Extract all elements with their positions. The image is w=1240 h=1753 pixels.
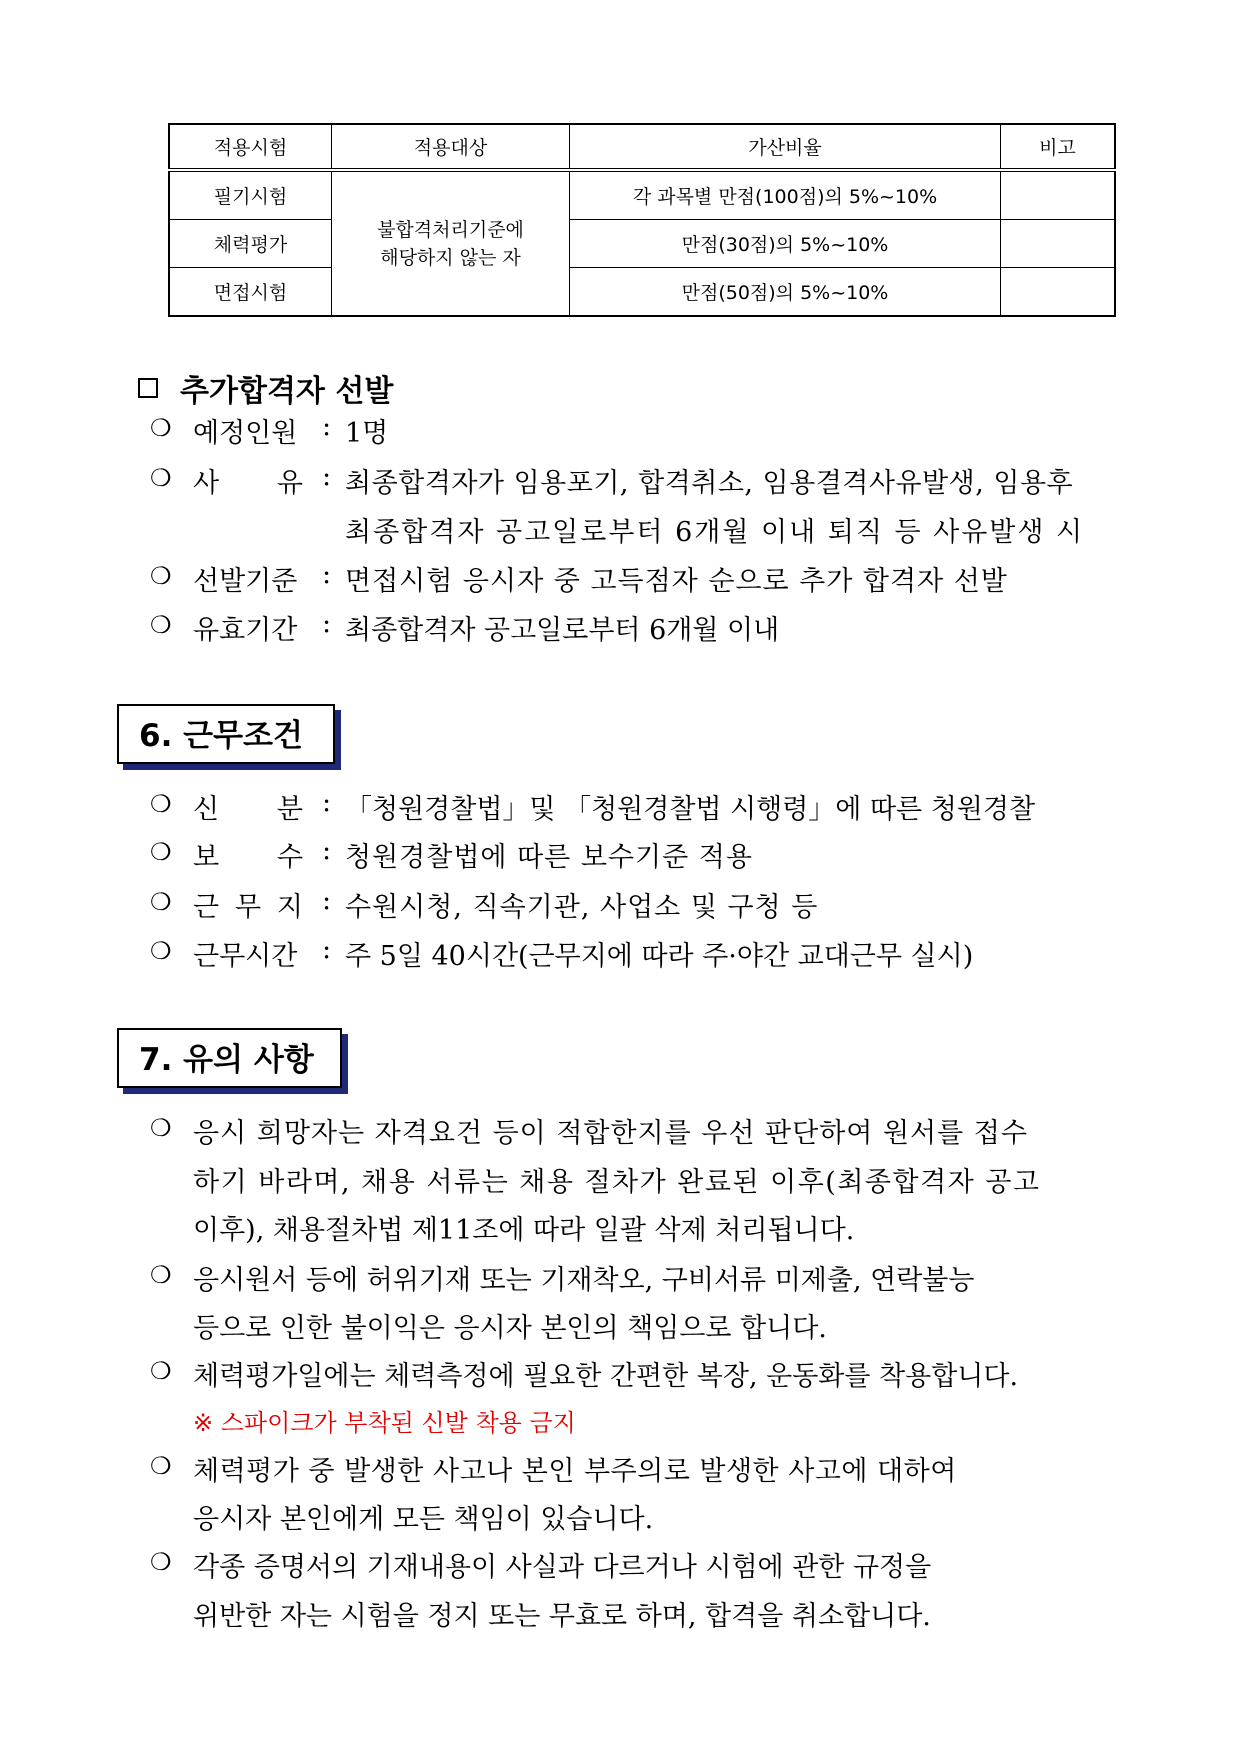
square-icon bbox=[138, 378, 158, 398]
bullet-icon: ❍ bbox=[150, 790, 172, 818]
section-7-heading: 7. 유의 사항 bbox=[117, 1028, 342, 1088]
target-line: 불합격처리기준에 bbox=[377, 218, 524, 241]
warning-note: ※ 스파이크가 부착된 신발 착용 금지 bbox=[193, 1409, 576, 1437]
item-label: 유효기간 bbox=[193, 615, 298, 646]
item-value: 수원시청, 직속기관, 사업소 및 구청 등 bbox=[345, 892, 819, 923]
colon: : bbox=[322, 835, 332, 866]
note-line: 응시자 본인에게 모든 책임이 있습니다. bbox=[193, 1504, 654, 1535]
bullet-icon: ❍ bbox=[150, 888, 172, 916]
table-header: 적용시험 bbox=[169, 124, 332, 170]
bullet-icon: ❍ bbox=[150, 1357, 172, 1385]
colon: : bbox=[322, 411, 332, 442]
note-line: 하기 바라며, 채용 서류는 채용 절차가 완료된 이후(최종합격자 공고 bbox=[193, 1167, 1041, 1198]
table-cell-note bbox=[1001, 220, 1116, 268]
label-char: 사 bbox=[193, 468, 220, 499]
table-cell-ratio: 만점(30점)의 5%~10% bbox=[570, 220, 1001, 268]
bullet-icon: ❍ bbox=[150, 937, 172, 965]
bonus-ratio-table bbox=[168, 123, 1116, 317]
item-label bbox=[193, 787, 303, 826]
bullet-icon: ❍ bbox=[150, 562, 172, 590]
target-line: 해당하지 않는 자 bbox=[380, 246, 521, 269]
colon: : bbox=[322, 608, 332, 639]
item-label: 근무시간 bbox=[193, 941, 298, 972]
item-value: 「청원경찰법」및 「청원경찰법 시행령」에 따른 청원경찰 bbox=[345, 794, 1036, 825]
bullet-icon: ❍ bbox=[150, 1452, 172, 1480]
item-label bbox=[193, 461, 303, 500]
item-label bbox=[193, 835, 303, 874]
table-header: 가산비율 bbox=[570, 124, 1001, 170]
table-row bbox=[169, 170, 1115, 220]
table-cell-exam: 필기시험 bbox=[169, 170, 332, 220]
item-value: 면접시험 응시자 중 고득점자 순으로 추가 합격자 선발 bbox=[345, 566, 1008, 597]
table-header-row bbox=[169, 124, 1115, 170]
label-char: 분 bbox=[276, 794, 303, 825]
note-line: 각종 증명서의 기재내용이 사실과 다르거나 시험에 관한 규정을 bbox=[193, 1552, 932, 1583]
colon: : bbox=[322, 461, 332, 492]
item-value: 최종합격자 공고일로부터 6개월 이내 bbox=[345, 615, 780, 646]
table-header: 비고 bbox=[1001, 124, 1116, 170]
table-cell-exam: 면접시험 bbox=[169, 268, 332, 317]
item-value: 청원경찰법에 따른 보수기준 적용 bbox=[345, 842, 753, 873]
item-value: 1명 bbox=[345, 418, 389, 449]
table-cell-exam: 체력평가 bbox=[169, 220, 332, 268]
item-label bbox=[193, 885, 303, 924]
item-value-continued: 최종합격자 공고일로부터 6개월 이내 퇴직 등 사유발생 시 bbox=[345, 517, 1085, 548]
note-line: 응시 희망자는 자격요건 등이 적합한지를 우선 판단하여 원서를 접수 bbox=[193, 1118, 1028, 1149]
table-cell-target bbox=[332, 170, 570, 316]
colon: : bbox=[322, 787, 332, 818]
table-header: 적용대상 bbox=[332, 124, 570, 170]
note-line: 위반한 자는 시험을 정지 또는 무효로 하며, 합격을 취소합니다. bbox=[193, 1601, 931, 1632]
item-value: 최종합격자가 임용포기, 합격취소, 임용결격사유발생, 임용후 bbox=[345, 468, 1074, 499]
label-char: 유 bbox=[276, 468, 303, 499]
label-char: 수 bbox=[276, 842, 303, 873]
colon: : bbox=[322, 934, 332, 965]
label-char: 근 bbox=[193, 892, 220, 923]
bullet-icon: ❍ bbox=[150, 838, 172, 866]
label-char: 무 bbox=[234, 892, 262, 923]
additional-heading bbox=[138, 366, 393, 410]
item-label: 선발기준 bbox=[193, 566, 298, 597]
table-cell-ratio: 만점(50점)의 5%~10% bbox=[570, 268, 1001, 317]
note-line: 체력평가일에는 체력측정에 필요한 간편한 복장, 운동화를 착용합니다. bbox=[193, 1361, 1019, 1392]
section-6-heading: 6. 근무조건 bbox=[117, 704, 335, 764]
bullet-icon: ❍ bbox=[150, 611, 172, 639]
bullet-icon: ❍ bbox=[150, 464, 172, 492]
bullet-icon: ❍ bbox=[150, 1114, 172, 1142]
table-row bbox=[169, 268, 1115, 317]
item-value: 주 5일 40시간(근무지에 따라 주·야간 교대근무 실시) bbox=[345, 941, 974, 972]
colon: : bbox=[322, 885, 332, 916]
additional-heading-text: 추가합격자 선발 bbox=[180, 374, 394, 409]
colon: : bbox=[322, 559, 332, 590]
table-cell-note bbox=[1001, 268, 1116, 317]
note-line: 이후), 채용절차법 제11조에 따라 일괄 삭제 처리됩니다. bbox=[193, 1215, 855, 1246]
note-line: 체력평가 중 발생한 사고나 본인 부주의로 발생한 사고에 대하여 bbox=[193, 1456, 957, 1487]
item-label: 예정인원 bbox=[193, 418, 298, 449]
note-line: 응시원서 등에 허위기재 또는 기재착오, 구비서류 미제출, 연락불능 bbox=[193, 1265, 975, 1296]
label-char: 지 bbox=[276, 892, 303, 923]
table-cell-note bbox=[1001, 170, 1116, 220]
label-char: 신 bbox=[193, 794, 220, 825]
table-row bbox=[169, 220, 1115, 268]
note-line: 등으로 인한 불이익은 응시자 본인의 책임으로 합니다. bbox=[193, 1313, 827, 1344]
bullet-icon: ❍ bbox=[150, 1261, 172, 1289]
label-char: 보 bbox=[193, 842, 220, 873]
table-cell-ratio: 각 과목별 만점(100점)의 5%~10% bbox=[570, 170, 1001, 220]
bullet-icon: ❍ bbox=[150, 1548, 172, 1576]
bullet-icon: ❍ bbox=[150, 414, 172, 442]
